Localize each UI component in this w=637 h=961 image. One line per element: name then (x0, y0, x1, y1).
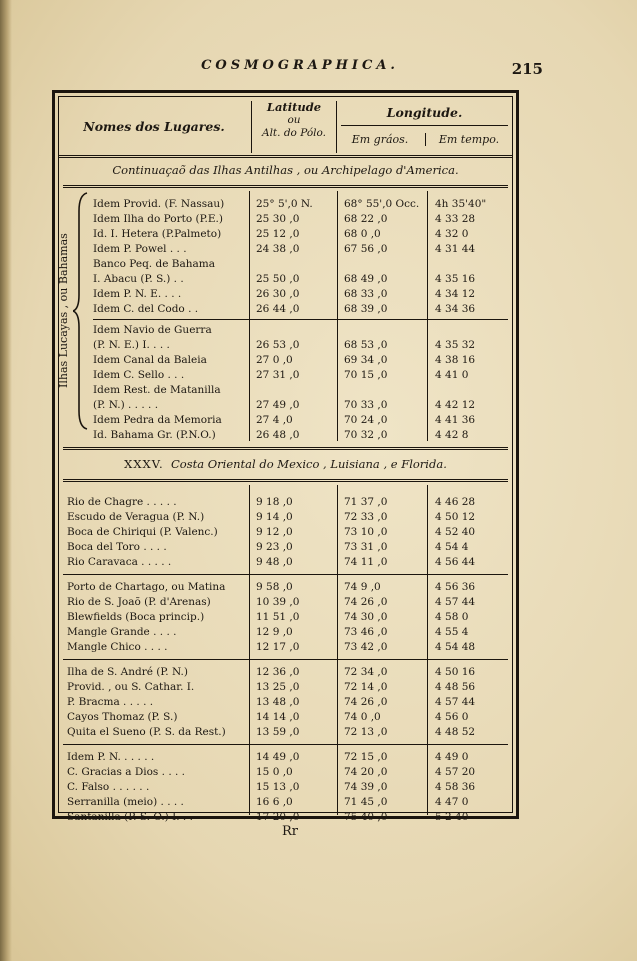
place-name-cell: Idem C. del Codo . . (93, 303, 199, 315)
latitude-cell: 9 12 ,0 (256, 526, 293, 538)
header-longitude-divider (341, 125, 508, 126)
latitude-cell: 9 23 ,0 (256, 541, 293, 553)
latitude-cell: 13 59 ,0 (256, 726, 300, 738)
longitude-time-cell: 4 31 44 (435, 243, 476, 255)
longitude-time-cell: 4 48 52 (435, 726, 476, 738)
place-name-cell: Idem Ilha do Porto (P.E.) (93, 213, 223, 225)
place-name-cell: C. Gracias a Dios . . . . (67, 766, 186, 778)
table-row (59, 710, 512, 725)
table-row (59, 242, 512, 257)
table-row (59, 540, 512, 555)
longitude-degrees-cell: 73 10 ,0 (344, 526, 388, 538)
section-antilles-title: Continuaçaõ das Ilhas Antilhas , ou Archipelago d'America. (112, 163, 459, 177)
latitude-cell: 26 53 ,0 (256, 339, 300, 351)
place-name-cell: Cayos Thomaz (P. S.) (67, 711, 178, 723)
table-row (59, 197, 512, 212)
place-name-cell: Provid. , ou S. Cathar. I. (67, 681, 195, 693)
section-divider (63, 479, 508, 482)
longitude-degrees-cell: 70 33 ,0 (344, 399, 388, 411)
table-row (59, 665, 512, 680)
section-mexico-title (59, 457, 512, 471)
column-rule (249, 485, 250, 815)
longitude-time-cell: 4 58 0 (435, 611, 469, 623)
table-row (59, 323, 512, 338)
table-row (59, 257, 512, 272)
place-name-cell: Idem Pedra da Memoria (93, 414, 222, 426)
latitude-cell: 16 6 ,0 (256, 796, 293, 808)
table-row (59, 640, 512, 655)
longitude-degrees-cell: 74 0 ,0 (344, 711, 381, 723)
table-inner-border (57, 96, 513, 823)
longitude-time-cell: 4 49 0 (435, 751, 469, 763)
table-row (59, 302, 512, 317)
longitude-degrees-cell: 70 32 ,0 (344, 429, 388, 441)
longitude-time-cell: 4 35 16 (435, 273, 476, 285)
header-place-names: Nomes dos Lugares. (83, 118, 225, 134)
longitude-time-cell: 4 58 36 (435, 781, 476, 793)
latitude-cell: 15 0 ,0 (256, 766, 293, 778)
longitude-degrees-cell: 72 34 ,0 (344, 666, 388, 678)
table-row (59, 750, 512, 765)
latitude-cell: 27 31 ,0 (256, 369, 300, 381)
table-row (59, 725, 512, 740)
section-divider (63, 185, 508, 188)
place-name-cell: Idem Navio de Guerra (93, 324, 212, 336)
longitude-time-cell: 4 55 4 (435, 626, 469, 638)
longitude-time-cell: 4 50 16 (435, 666, 476, 678)
table-row (59, 353, 512, 368)
table-row (59, 227, 512, 242)
longitude-time-cell: 4 56 0 (435, 711, 469, 723)
table-row (59, 610, 512, 625)
column-rule (337, 191, 338, 441)
latitude-cell: 13 25 ,0 (256, 681, 300, 693)
longitude-time-cell: 4 47 0 (435, 796, 469, 808)
table-row (59, 795, 512, 810)
group-divider (63, 744, 508, 745)
section-divider (63, 447, 508, 450)
longitude-time-cell: 4 54 48 (435, 641, 476, 653)
latitude-cell: 25 50 ,0 (256, 273, 300, 285)
longitude-time-cell: 4 38 16 (435, 354, 476, 366)
latitude-cell: 25 30 ,0 (256, 213, 300, 225)
column-rule (337, 485, 338, 815)
longitude-degrees-cell: 71 37 ,0 (344, 496, 388, 508)
header-latitude-or: ou (287, 114, 301, 126)
longitude-time-cell: 4 54 4 (435, 541, 469, 553)
place-name-cell: Escudo de Veragua (P. N.) (67, 511, 205, 523)
longitude-degrees-cell: 70 15 ,0 (344, 369, 388, 381)
place-name-cell: Idem C. Sello . . . (93, 369, 185, 381)
place-name-cell: Idem Canal da Baleia (93, 354, 207, 366)
longitude-degrees-cell: 72 14 ,0 (344, 681, 388, 693)
latitude-cell: 14 14 ,0 (256, 711, 300, 723)
longitude-degrees-cell: 72 13 ,0 (344, 726, 388, 738)
latitude-cell: 27 49 ,0 (256, 399, 300, 411)
place-name-cell: Banco Peq. de Bahama (93, 258, 215, 270)
running-head: COSMOGRAPHICA. (201, 58, 399, 73)
place-name-cell: Id. Bahama Gr. (P.N.O.) (93, 429, 216, 441)
longitude-degrees-cell: 68 0 ,0 (344, 228, 381, 240)
longitude-degrees-cell: 71 45 ,0 (344, 796, 388, 808)
place-name-cell: Ilha de S. André (P. N.) (67, 666, 188, 678)
table-row (59, 680, 512, 695)
latitude-cell: 9 58 ,0 (256, 581, 293, 593)
section-mexico-title-text: Costa Oriental do Mexico , Luisiana , e Florida. (170, 457, 447, 471)
header-in-degrees: Em gráos. (351, 133, 409, 146)
longitude-time-cell: 4h 35'40" (435, 198, 487, 210)
latitude-cell: 27 0 ,0 (256, 354, 293, 366)
longitude-time-cell: 4 41 0 (435, 369, 469, 381)
bahamas-brace-label: Ilhas Lucayas , ou Bahamas (57, 233, 70, 389)
latitude-cell: 27 4 ,0 (256, 414, 293, 426)
place-name-cell: Id. I. Hetera (P.Palmeto) (93, 228, 222, 240)
longitude-degrees-cell: 72 33 ,0 (344, 511, 388, 523)
longitude-degrees-cell: 74 11 ,0 (344, 556, 388, 568)
latitude-cell: 11 51 ,0 (256, 611, 300, 623)
longitude-time-cell: 4 35 32 (435, 339, 476, 351)
header-latitude (251, 101, 337, 153)
table-row (59, 810, 512, 825)
longitude-time-cell: 4 48 56 (435, 681, 476, 693)
longitude-degrees-cell: 74 26 ,0 (344, 596, 388, 608)
latitude-cell: 17 20 ,0 (256, 811, 300, 823)
longitude-time-cell: 4 50 12 (435, 511, 476, 523)
header-latitude-label: Latitude (266, 100, 322, 114)
latitude-cell: 10 39 ,0 (256, 596, 300, 608)
longitude-time-cell: 4 33 28 (435, 213, 476, 225)
table-row (59, 765, 512, 780)
column-rule (427, 485, 428, 815)
table-row (59, 510, 512, 525)
longitude-degrees-cell: 68° 55',0 Occ. (344, 198, 420, 210)
table-header (59, 97, 512, 158)
header-longitude-label: Longitude. (386, 105, 463, 120)
column-rule (427, 191, 428, 441)
place-name-cell: Santanilla (P. S. O.) I. . . (67, 811, 193, 823)
longitude-degrees-cell: 74 39 ,0 (344, 781, 388, 793)
longitude-time-cell: 4 34 36 (435, 303, 476, 315)
place-name-cell: Mangle Chico . . . . (67, 641, 168, 653)
longitude-time-cell: 4 42 8 (435, 429, 469, 441)
table-row (59, 413, 512, 428)
table-row (59, 625, 512, 640)
place-name-cell: Idem P. N. . . . . . (67, 751, 155, 763)
table-row (59, 695, 512, 710)
group-divider (63, 659, 508, 660)
longitude-time-cell: 4 32 0 (435, 228, 469, 240)
table-row (59, 368, 512, 383)
table-row (59, 495, 512, 510)
place-name-cell: Boca de Chiriqui (P. Valenc.) (67, 526, 218, 538)
longitude-time-cell: 5 2 40 (435, 811, 469, 823)
longitude-degrees-cell: 74 20 ,0 (344, 766, 388, 778)
place-name-cell: (P. N.) . . . . . (93, 399, 159, 411)
header-pole-altitude: Alt. do Pólo. (261, 127, 326, 139)
longitude-degrees-cell: 73 42 ,0 (344, 641, 388, 653)
place-name-cell: Quita el Sueno (P. S. da Rest.) (67, 726, 226, 738)
longitude-degrees-cell: 68 22 ,0 (344, 213, 388, 225)
latitude-cell: 14 49 ,0 (256, 751, 300, 763)
table-row (59, 580, 512, 595)
longitude-degrees-cell: 74 30 ,0 (344, 611, 388, 623)
coordinates-table (52, 90, 519, 823)
longitude-time-cell: 4 57 20 (435, 766, 476, 778)
latitude-cell: 9 48 ,0 (256, 556, 293, 568)
place-name-cell: Idem Provid. (F. Nassau) (93, 198, 225, 210)
group-divider (63, 574, 508, 575)
place-name-cell: Rio de S. Joaõ (P. d'Arenas) (67, 596, 211, 608)
table-row (59, 398, 512, 413)
column-rule (249, 191, 250, 441)
place-name-cell: Mangle Grande . . . . (67, 626, 177, 638)
latitude-cell: 12 36 ,0 (256, 666, 300, 678)
longitude-time-cell: 4 41 36 (435, 414, 476, 426)
latitude-cell: 9 14 ,0 (256, 511, 293, 523)
place-name-cell: Porto de Chartago, ou Matina (67, 581, 226, 593)
latitude-cell: 9 18 ,0 (256, 496, 293, 508)
place-name-cell: (P. N. E.) I. . . . (93, 339, 170, 351)
longitude-degrees-cell: 69 34 ,0 (344, 354, 388, 366)
longitude-degrees-cell: 73 31 ,0 (344, 541, 388, 553)
longitude-degrees-cell: 73 46 ,0 (344, 626, 388, 638)
table-row (59, 555, 512, 570)
latitude-cell: 26 48 ,0 (256, 429, 300, 441)
table-row (59, 780, 512, 795)
longitude-time-cell: 4 56 44 (435, 556, 476, 568)
longitude-degrees-cell: 75 40 ,0 (344, 811, 388, 823)
longitude-time-cell: 4 34 12 (435, 288, 476, 300)
place-name-cell: Serranilla (meio) . . . . (67, 796, 184, 808)
table-row (59, 428, 512, 443)
latitude-cell: 26 44 ,0 (256, 303, 300, 315)
table-row (59, 525, 512, 540)
longitude-time-cell: 4 42 12 (435, 399, 476, 411)
table-row (59, 212, 512, 227)
table-row (59, 272, 512, 287)
place-name-cell: I. Abacu (P. S.) . . (93, 273, 184, 285)
table-row (59, 338, 512, 353)
latitude-cell: 13 48 ,0 (256, 696, 300, 708)
longitude-degrees-cell: 68 33 ,0 (344, 288, 388, 300)
page-number: 215 (511, 60, 543, 78)
longitude-time-cell: 4 57 44 (435, 696, 476, 708)
place-name-cell: Rio Caravaca . . . . . (67, 556, 172, 568)
table-row (59, 595, 512, 610)
longitude-degrees-cell: 68 39 ,0 (344, 303, 388, 315)
longitude-time-cell: 4 57 44 (435, 596, 476, 608)
latitude-cell: 24 38 ,0 (256, 243, 300, 255)
latitude-cell: 25° 5',0 N. (256, 198, 313, 210)
signature-mark: Rr (282, 824, 299, 839)
place-name-cell: P. Bracma . . . . . (67, 696, 154, 708)
header-in-time: Em tempo. (425, 133, 512, 146)
longitude-degrees-cell: 67 56 ,0 (344, 243, 388, 255)
place-name-cell: Idem P. Powel . . . (93, 243, 187, 255)
longitude-time-cell: 4 56 36 (435, 581, 476, 593)
table-row (59, 383, 512, 398)
place-name-cell: Boca del Toro . . . . (67, 541, 167, 553)
section-roman-numeral: XXXV. (124, 457, 164, 471)
latitude-cell: 12 17 ,0 (256, 641, 300, 653)
longitude-degrees-cell: 74 26 ,0 (344, 696, 388, 708)
place-name-cell: Idem Rest. de Matanilla (93, 384, 221, 396)
place-name-cell: Rio de Chagre . . . . . (67, 496, 177, 508)
longitude-degrees-cell: 70 24 ,0 (344, 414, 388, 426)
place-name-cell: Idem P. N. E. . . . (93, 288, 182, 300)
table-row (59, 287, 512, 302)
longitude-time-cell: 4 52 40 (435, 526, 476, 538)
group-divider (93, 319, 508, 320)
latitude-cell: 25 12 ,0 (256, 228, 300, 240)
place-name-cell: C. Falso . . . . . . (67, 781, 150, 793)
longitude-degrees-cell: 74 9 ,0 (344, 581, 381, 593)
longitude-degrees-cell: 68 53 ,0 (344, 339, 388, 351)
longitude-degrees-cell: 68 49 ,0 (344, 273, 388, 285)
latitude-cell: 12 9 ,0 (256, 626, 293, 638)
place-name-cell: Blewfields (Boca princip.) (67, 611, 205, 623)
header-longitude (337, 97, 512, 155)
latitude-cell: 26 30 ,0 (256, 288, 300, 300)
book-spine-shadow (0, 0, 12, 961)
longitude-degrees-cell: 72 15 ,0 (344, 751, 388, 763)
longitude-time-cell: 4 46 28 (435, 496, 476, 508)
latitude-cell: 15 13 ,0 (256, 781, 300, 793)
